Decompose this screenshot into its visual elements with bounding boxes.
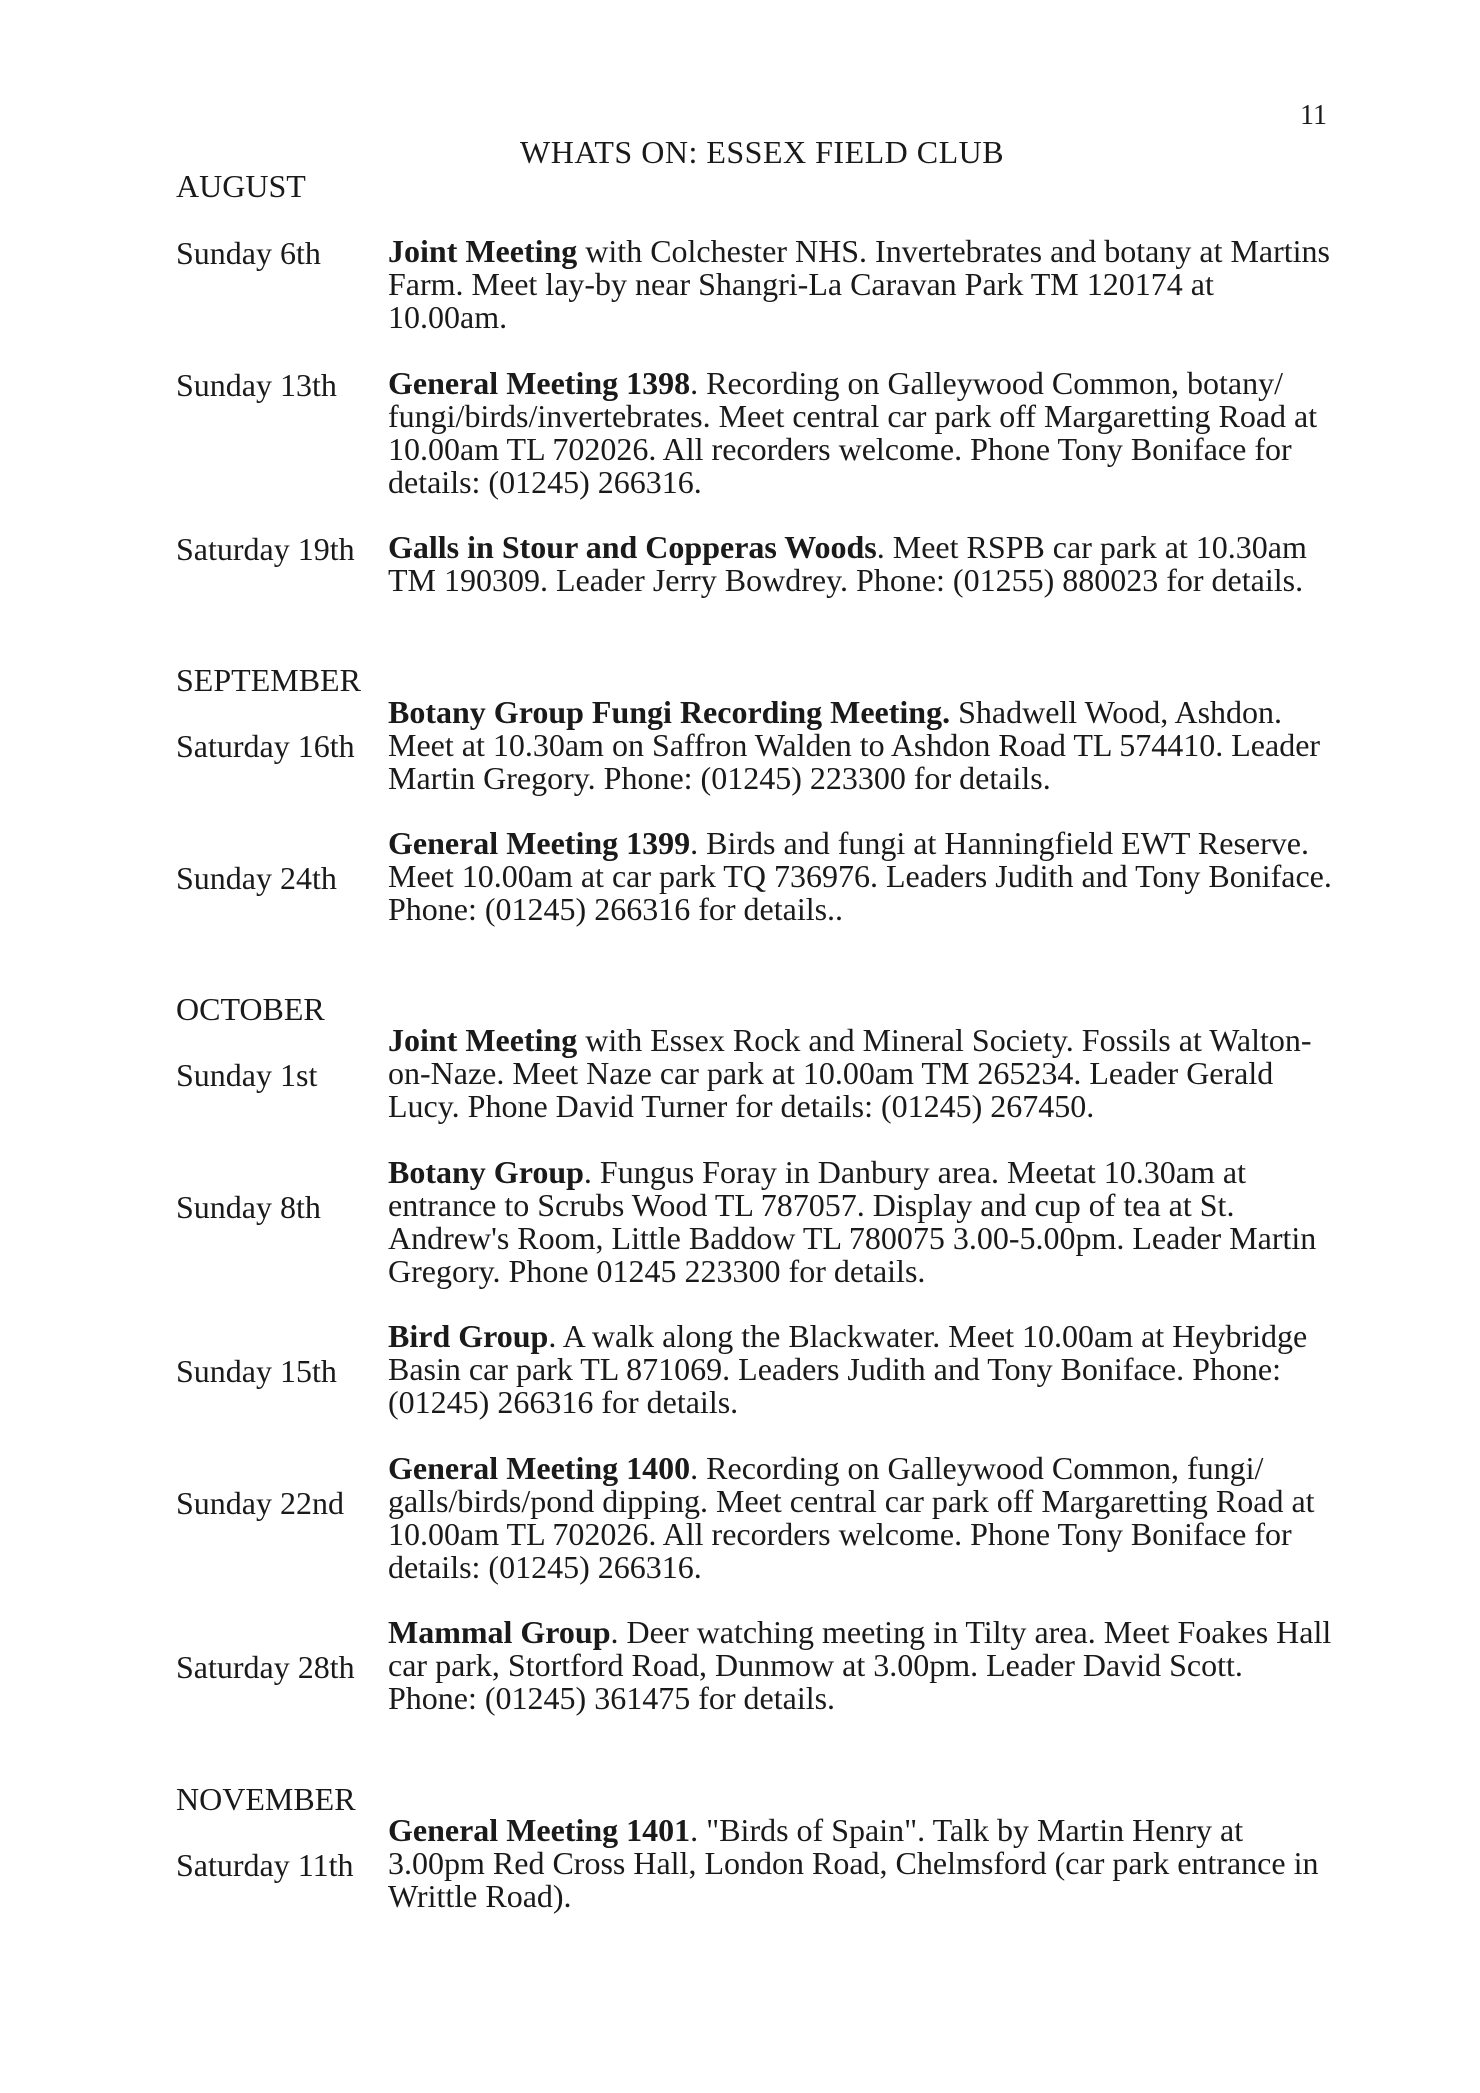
event-description <box>388 1156 1338 1288</box>
event-details: Recording on Galleywood Common, botany/ fungi/birds/invertebrates. Meet central car park off Margaretting Road at 10.00am TL 702026. All recorders welcome. Phone Tony Boniface for details: (01245) 266316. <box>388 365 1318 500</box>
event-heading-sep: . <box>690 1450 699 1486</box>
event-description <box>388 1320 1338 1419</box>
month-heading-november: NOVEMBER <box>176 1781 356 1817</box>
event-details: "Birds of Spain". Talk by Martin Henry at 3.00pm Red Cross Hall, London Road, Chelmsford (car park entrance in Writtle Road). <box>388 1812 1319 1914</box>
event-heading-sep: . <box>876 529 885 565</box>
event-details: Deer watching meeting in Tilty area. Meet Foakes Hall car park, Stortford Road, Dunmow at 3.00pm. Leader David Scott. Phone: (01245) 361475 for details. <box>388 1614 1332 1716</box>
event-details: Shadwell Wood, Ashdon. Meet at 10.30am on Saffron Walden to Ashdon Road TL 574410. Leader Martin Gregory. Phone: (01245) 223300 for details. <box>388 694 1321 796</box>
event-date: Sunday 24th <box>176 860 337 896</box>
event-date: Saturday 19th <box>176 531 355 567</box>
event-description <box>388 235 1338 334</box>
event-date: Saturday 28th <box>176 1649 355 1685</box>
event-description <box>388 1814 1338 1913</box>
event-date: Sunday 1st <box>176 1057 318 1093</box>
event-details: A walk along the Blackwater. Meet 10.00am at Heybridge Basin car park TL 871069. Leaders Judith and Tony Boniface. Phone: (01245) 266316 for details. <box>388 1318 1308 1420</box>
event-heading: Bird Group <box>388 1318 549 1354</box>
event-heading: Joint Meeting <box>388 233 578 269</box>
event-description <box>388 1024 1338 1123</box>
event-description <box>388 531 1338 597</box>
event-description <box>388 696 1338 795</box>
event-date: Sunday 15th <box>176 1353 337 1389</box>
event-heading: General Meeting 1400 <box>388 1450 691 1486</box>
event-heading-sep: . <box>690 825 699 861</box>
page-title: WHATS ON: ESSEX FIELD CLUB <box>520 134 1005 170</box>
month-heading-september: SEPTEMBER <box>176 662 361 698</box>
event-heading-sep: . <box>583 1154 592 1190</box>
event-heading: Galls in Stour and Copperas Woods <box>388 529 877 565</box>
event-description <box>388 367 1338 499</box>
month-heading-august: AUGUST <box>176 168 306 204</box>
event-details: Meet RSPB car park at 10.30am TM 190309. Leader Jerry Bowdrey. Phone: (01255) 880023 for details. <box>388 529 1307 598</box>
event-heading-sep: . <box>610 1614 619 1650</box>
event-date: Sunday 22nd <box>176 1485 344 1521</box>
event-description <box>388 1452 1338 1584</box>
event-heading-sep: . <box>690 1812 699 1848</box>
event-details: with Colchester NHS. Invertebrates and botany at Martins Farm. Meet lay-by near Shangri-La Caravan Park TM 120174 at 10.00am. <box>388 233 1330 335</box>
event-date: Saturday 11th <box>176 1847 354 1883</box>
event-heading: Botany Group Fungi Recording Meeting. <box>388 694 951 730</box>
page-number: 11 <box>1300 100 1327 131</box>
event-heading: Mammal Group <box>388 1614 611 1650</box>
event-description <box>388 1616 1338 1715</box>
event-details: with Essex Rock and Mineral Society. Fossils at Walton-on-Naze. Meet Naze car park at 10.00am TM 265234. Leader Gerald Lucy. Phone David Turner for details: (01245) 267450. <box>388 1022 1312 1124</box>
event-heading: General Meeting 1399 <box>388 825 691 861</box>
event-heading-sep: . <box>690 365 699 401</box>
event-date: Sunday 6th <box>176 235 321 271</box>
event-date: Sunday 13th <box>176 367 337 403</box>
event-description <box>388 827 1338 926</box>
event-heading-sep: . <box>548 1318 557 1354</box>
event-date: Sunday 8th <box>176 1189 321 1225</box>
month-heading-october: OCTOBER <box>176 991 325 1027</box>
event-date: Saturday 16th <box>176 728 355 764</box>
event-details: Recording on Galleywood Common, fungi/ galls/birds/pond dipping. Meet central car park off Margaretting Road at 10.00am TL 702026. All recorders welcome. Phone Tony Boniface for details: (01245) 266316. <box>388 1450 1315 1585</box>
event-details: Fungus Foray in Danbury area. Meetat 10.30am at entrance to Scrubs Wood TL 787057. Display and cup of tea at St. Andrew's Room, Little Baddow TL 780075 3.00-5.00pm. Leader Martin Gregory. Phone 01245 223300 for details. <box>388 1154 1317 1289</box>
event-heading: General Meeting 1401 <box>388 1812 691 1848</box>
event-heading: Joint Meeting <box>388 1022 578 1058</box>
event-details: Birds and fungi at Hanningfield EWT Reserve. Meet 10.00am at car park TQ 736976. Leaders Judith and Tony Boniface. Phone: (01245) 266316 for details.. <box>388 825 1332 927</box>
event-heading: Botany Group <box>388 1154 584 1190</box>
event-heading: General Meeting 1398 <box>388 365 691 401</box>
